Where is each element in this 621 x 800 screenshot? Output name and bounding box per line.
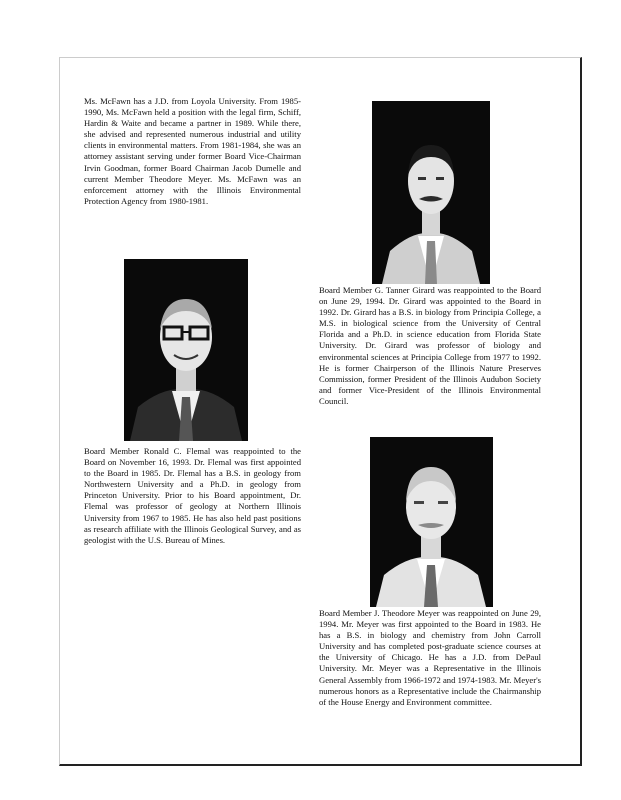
meyer-bio: Board Member J. Theodore Meyer was reappointed on June 29, 1994. Mr. Meyer was first appointed to the Board in 1983. He has a B.S. in biology and chemistry from John Carroll University and has completed post-graduate science courses at the University of Chicago. He has a J.D. from DePaul University. Mr. Meyer was a Representative in the Illinois General Assembly from 1966-1972 and 1974-1983. Mr. Meyer's numerous honors as a Representative include the Chairmanship of the House Energy and Environment committee.	[319, 608, 541, 707]
mcfawn-bio: Ms. McFawn has a J.D. from Loyola University. From 1985-1990, Ms. McFawn held a position with the legal firm, Schiff, Hardin & Waite and became a partner in 1989. While there, she advised and represented numerous industrial and utility clients in environmental matters. From 1981-1984, she was an attorney assistant serving under former Board Vice-Chairman Irvin Goodman, former Board Chairman Jacob Dumelle and current Member Theodore Meyer. Ms. McFawn was an enforcement attorney with the Illinois Environmental Protection Agency from 1980-1981.	[84, 96, 301, 206]
girard-portrait	[372, 101, 490, 284]
meyer-portrait	[370, 437, 493, 607]
flemal-bio: Board Member Ronald C. Flemal was reappointed to the Board on November 16, 1993. Dr. Flemal was first appointed to the Board in 1985. Dr. Flemal has a B.S. in geology from Northwestern University and a Ph.D. in geology from Princeton University. Prior to his Board appointment, Dr. Flemal was professor of geology at Northern Illinois University from 1967 to 1985. He has also held past positions as research affiliate with the Illinois Geological Survey, and as geologist with the U.S. Bureau of Mines.	[84, 446, 301, 545]
girard-bio: Board Member G. Tanner Girard was reappointed to the Board on June 29, 1994. Dr. Girard was appointed to the Board in 1992. Dr. Girard has a B.S. in biology from Principia College, a M.S. in biological science from the University of Central Florida and a Ph.D. in science education from Florida State University. Dr. Girard was professor of biology and environmental sciences at Principia College from 1977 to 1992. He is former Chairperson of the Illinois Nature Preserves Commission, former President of the Illinois Audubon Society and former Vice-President of the Illinois Environmental Council.	[319, 285, 541, 406]
flemal-portrait	[124, 259, 248, 441]
